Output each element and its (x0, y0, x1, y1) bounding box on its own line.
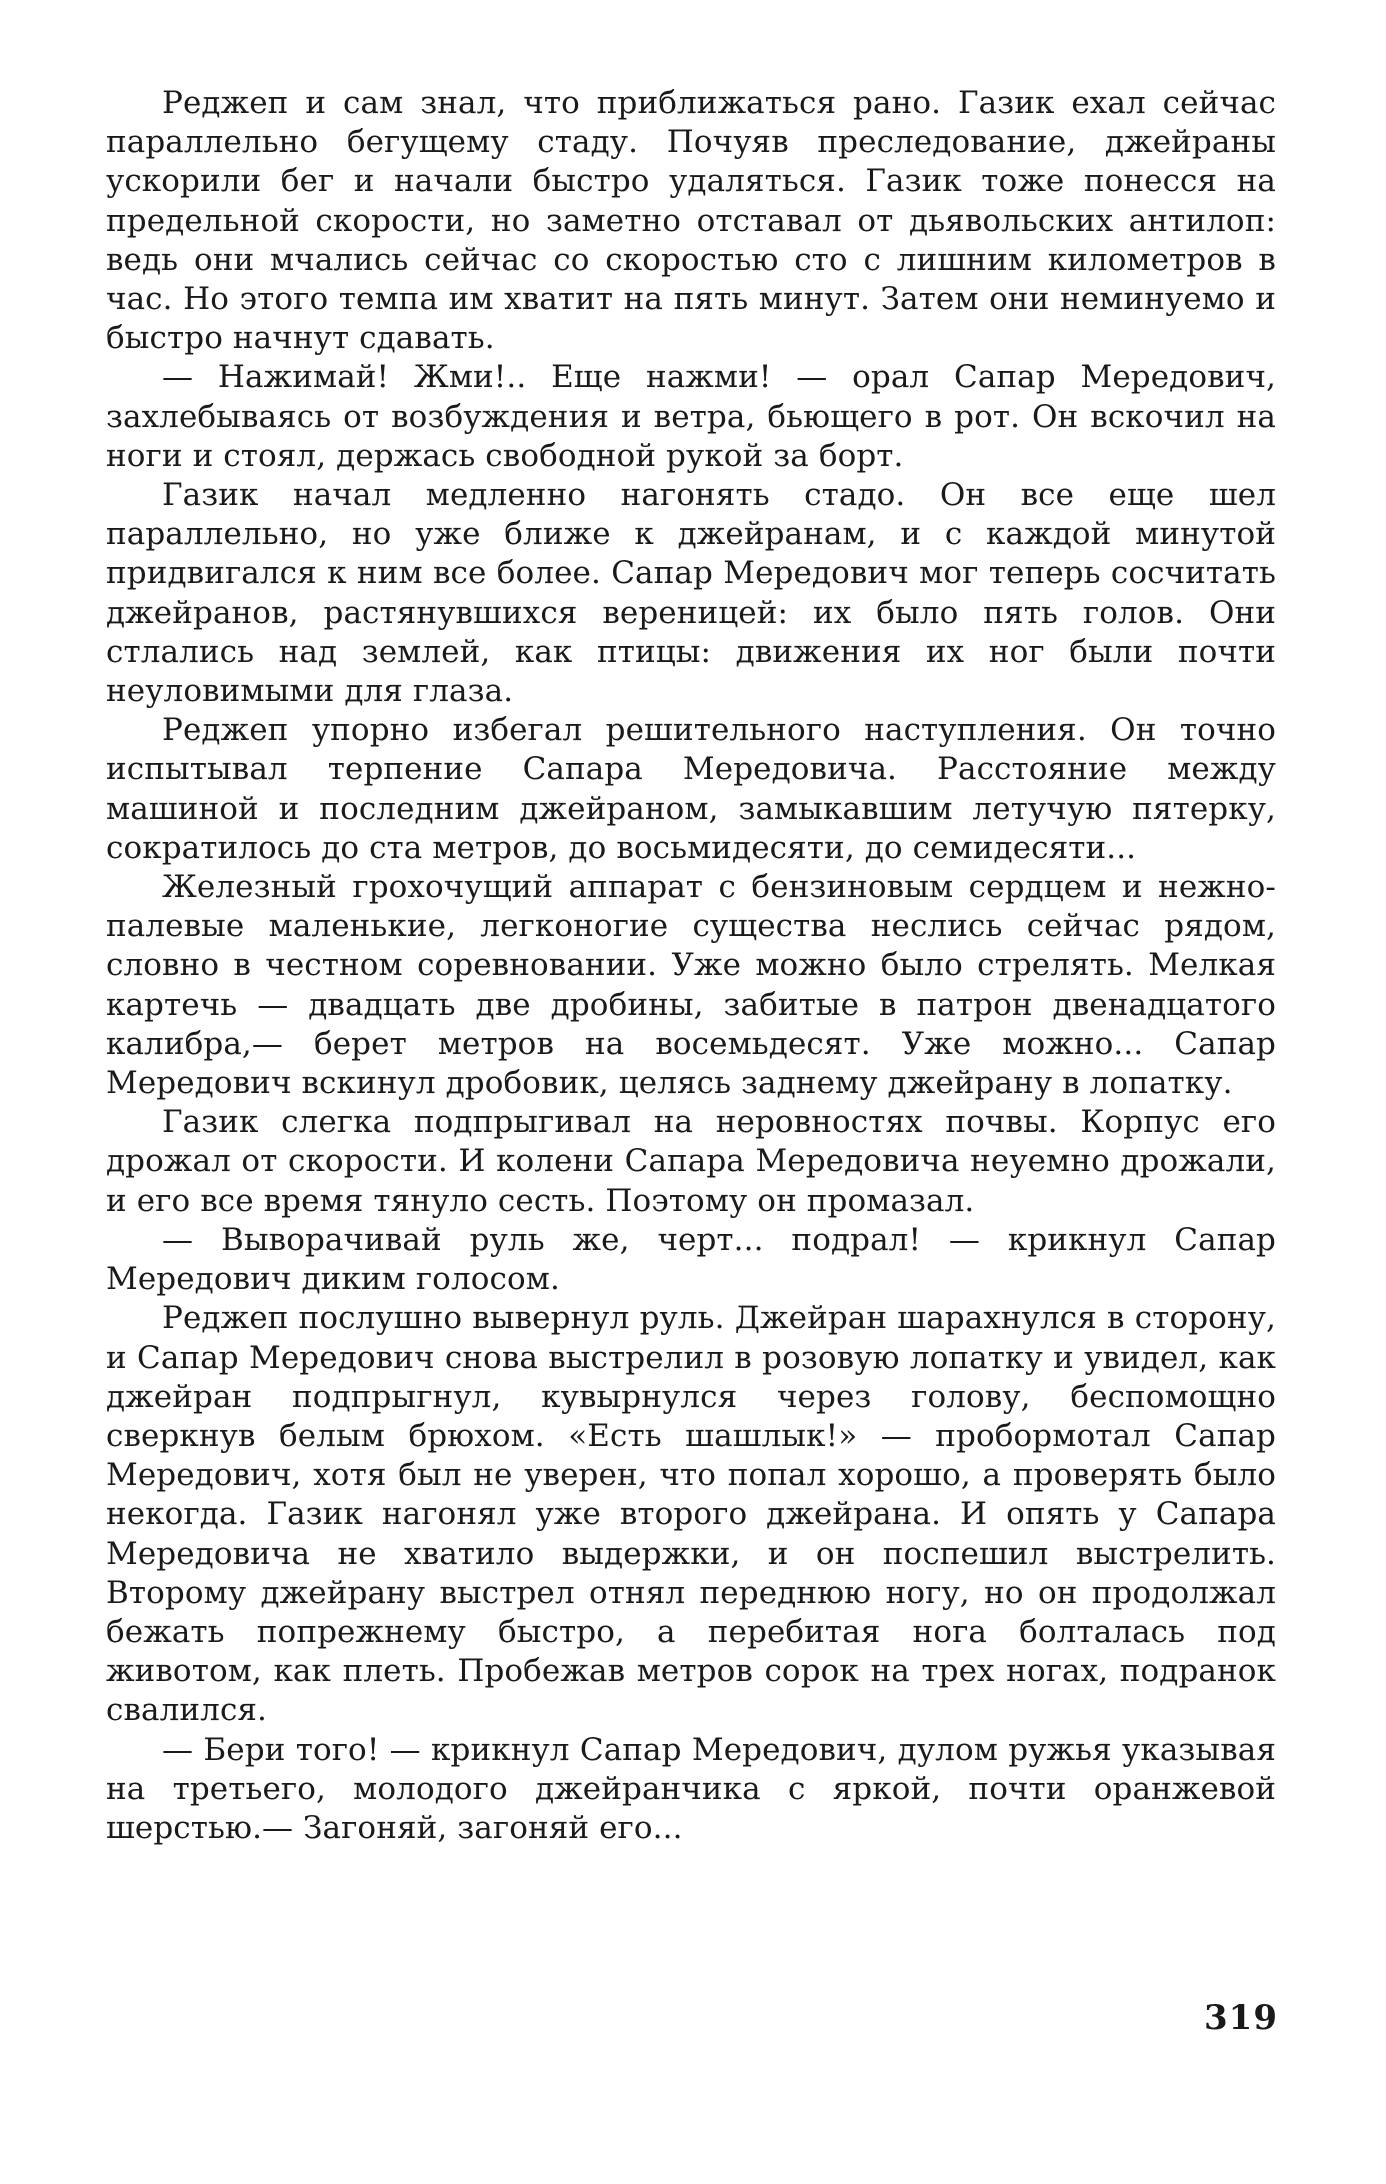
page-number: 319 (1204, 1998, 1278, 2038)
paragraph: Газик слегка подпрыгивал на неровностях почвы. Корпус его дрожал от скорости. И колени Сапара Мередовича неуемно дрожали, и его все время тянуло сесть. Поэтому он промазал. (106, 1104, 1276, 1219)
paragraph: — Бери того! — крикнул Сапар Мередович, дулом ружья указывая на третьего, молодого джейранчика с яркой, почти оранжевой шерстью.— Загоняй, загоняй его... (106, 1731, 1276, 1846)
paragraph: — Выворачивай руль же, черт... подрал! — крикнул Сапар Мередович диким голосом. (106, 1221, 1276, 1298)
paragraph: — Нажимай! Жми!.. Еще нажми! — орал Сапар Мередович, захлебываясь от возбуждения и ветра, бьющего в рот. Он вскочил на ноги и стоял, держась свободной рукой за борт. (106, 359, 1276, 474)
paragraph: Железный грохочущий аппарат с бензиновым сердцем и нежно-палевые маленькие, легконогие существа неслись сейчас рядом, словно в честном соревновании. Уже можно было стрелять. Мелкая картечь — двадцать две дробины, забитые в патрон двенадцатого калибра,— берет метров на восемьдесят. Уже можно... Сапар Мередович вскинул дробовик, целясь заднему джейрану в лопатку. (106, 869, 1276, 1102)
paragraph: Газик начал медленно нагонять стадо. Он все еще шел параллельно, но уже ближе к джейранам, и с каждой минутой придвигался к ним все более. Сапар Мередович мог теперь сосчитать джейранов, растянувшихся вереницей: их было пять голов. Они стлались над землей, как птицы: движения их ног были почти неуловимыми для глаза. (106, 477, 1276, 710)
paragraph: Реджеп и сам знал, что приближаться рано. Газик ехал сейчас параллельно бегущему стаду. Почуяв преследование, джейраны ускорили бег и начали быстро удаляться. Газик тоже понесся на предельной скорости, но заметно отставал от дьявольских антилоп: ведь они мчались сейчас со скоростью сто с лишним километров в час. Но этого темпа им хватит на пять минут. Затем они неминуемо и быстро начнут сдавать. (106, 85, 1276, 357)
paragraph: Реджеп послушно вывернул руль. Джейран шарахнулся в сторону, и Сапар Мередович снова выстрелил в розовую лопатку и увидел, как джейран подпрыгнул, кувырнулся через голову, беспомощно сверкнув белым брюхом. «Есть шашлык!» — пробормотал Сапар Мередович, хотя был не уверен, что попал хорошо, а проверять было некогда. Газик нагонял уже второго джейрана. И опять у Сапара Мередовича не хватило выдержки, и он поспешил выстрелить. Второму джейрану выстрел отнял переднюю ногу, но он продолжал бежать попрежнему быстро, а перебитая нога болталась под животом, как плеть. Пробежав метров сорок на трех ногах, подранок свалился. (106, 1300, 1276, 1729)
body-text (106, 84, 1276, 1848)
paragraph: Реджеп упорно избегал решительного наступления. Он точно испытывал терпение Сапара Мередовича. Расстояние между машиной и последним джейраном, замыкавшим летучую пятерку, сократилось до ста метров, до восьмидесяти, до семидесяти... (106, 712, 1276, 866)
